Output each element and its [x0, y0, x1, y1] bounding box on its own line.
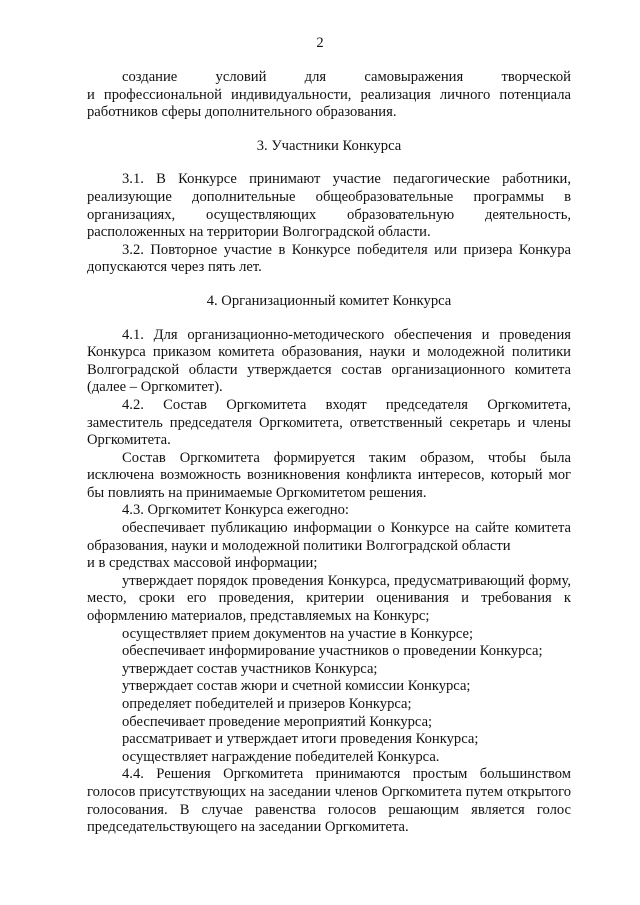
list-item: утверждает состав жюри и счетной комиссии Конкурса;: [122, 678, 471, 695]
paragraph-intro-rest: и профессиональной индивидуальности, реализация личного потенциала работников сферы дополнительного образования.: [87, 86, 571, 121]
paragraph-3-1: 3.1. В Конкурсе принимают участие педагогические работники, реализующие дополнительные общеобразовательные программы в организациях, осуществляющих образовательную деятельность, расположенных на территории Волгоградской области.: [87, 171, 571, 241]
paragraph-4-2-composition: Состав Оргкомитета формируется таким образом, чтобы была исключена возможность возникновения конфликта интересов, который мог бы повлиять на принимаемые Оргкомитетом решения.: [87, 449, 571, 501]
paragraph-intro-line: создание условий для самовыражения творческой: [122, 69, 571, 85]
spacer: [87, 155, 571, 171]
page-number: 2: [316, 35, 324, 51]
section-3-heading: 3. Участники Конкурса: [256, 137, 402, 154]
paragraph-4-4: 4.4. Решения Оргкомитета принимаются простым большинством голосов присутствующих на заседании членов Оргкомитета путем открытого голосования. В случае равенства голосов решающим является голос председательствующего на заседании Оргкомитета.: [87, 766, 571, 836]
document-body: [87, 69, 571, 837]
list-item: определяет победителей и призеров Конкурса;: [122, 696, 412, 712]
spacer: [87, 122, 571, 138]
spacer: [87, 277, 571, 293]
spacer: [87, 311, 571, 327]
list-item: обеспечивает информирование участников о проведении Конкурса;: [122, 643, 543, 660]
list-item: осуществляет награждение победителей Конкурса.: [122, 748, 440, 765]
list-item: осуществляет прием документов на участие в Конкурсе;: [122, 625, 474, 642]
list-item: рассматривает и утверждает итоги проведения Конкурса;: [122, 731, 479, 748]
paragraph-4-2: 4.2. Состав Оргкомитета входят председателя Оргкомитета, заместитель председателя Оргкомитета, ответственный секретарь и члены Оргкомитета.: [87, 396, 571, 449]
paragraph-4-3: 4.3. Оргкомитет Конкурса ежегодно:: [122, 502, 349, 519]
paragraph-4-3-publication: обеспечивает публикацию информации о Конкурсе на сайте комитета образования, науки и молодежной политики Волгоградской области: [87, 520, 571, 554]
paragraph-4-1: 4.1. Для организационно-методического обеспечения и проведения Конкурса приказом комитета образования, науки и молодежной политики Волгоградской области утверждается состав организационного комитета (далее – Оргкомитет).: [87, 326, 571, 396]
paragraph-3-2: 3.2. Повторное участие в Конкурсе победителя или призера Конкура допускаются через пять лет.: [87, 241, 571, 276]
list-item: обеспечивает проведение мероприятий Конкурса;: [122, 713, 433, 730]
section-4-heading: 4. Организационный комитет Конкурса: [206, 292, 452, 309]
list-item: утверждает состав участников Конкурса;: [122, 660, 378, 677]
paragraph-4-3-procedure: утверждает порядок проведения Конкурса, предусматривающий форму, место, сроки его проведения, критерии оценивания и требования к оформлению материалов, представляемых на Конкурс;: [87, 572, 571, 625]
paragraph-4-3-publication-media: и в средствах массовой информации;: [87, 555, 318, 572]
